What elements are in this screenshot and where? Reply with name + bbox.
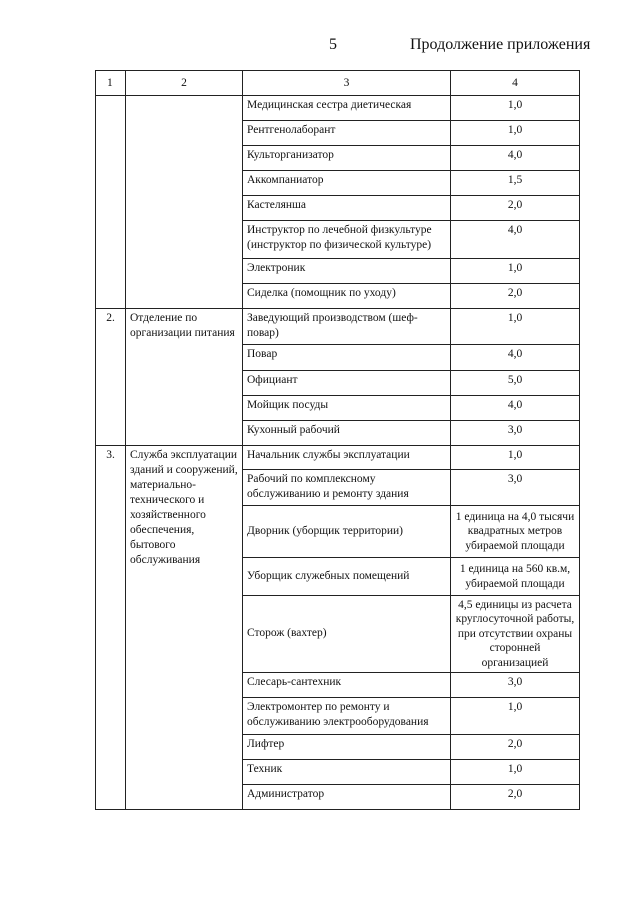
quantity-cell: 1 единица на 4,0 тысячи квадратных метров убираемой площади: [451, 506, 580, 558]
quantity-cell: 2,0: [451, 784, 580, 809]
position-cell: Повар: [243, 345, 451, 371]
quantity-cell: 1,0: [451, 121, 580, 146]
column-header: 4: [451, 71, 580, 96]
position-cell: Электроник: [243, 259, 451, 284]
department-cell: Отделение по организации питания: [126, 309, 243, 446]
position-cell: Аккомпаниатор: [243, 171, 451, 196]
position-cell: Заведующий производством (шеф-повар): [243, 309, 451, 345]
quantity-cell: 2,0: [451, 284, 580, 309]
quantity-cell: 1,0: [451, 759, 580, 784]
position-cell: Мойщик посуды: [243, 396, 451, 421]
position-cell: Рентгенолаборант: [243, 121, 451, 146]
table-header-row: [96, 71, 580, 96]
position-cell: Кухонный рабочий: [243, 421, 451, 446]
position-cell: Уборщик служебных помещений: [243, 558, 451, 596]
quantity-cell: 1,5: [451, 171, 580, 196]
position-cell: Рабочий по комплексному обслуживанию и ремонту здания: [243, 470, 451, 506]
column-header: 2: [126, 71, 243, 96]
position-cell: Лифтер: [243, 734, 451, 759]
quantity-cell: 3,0: [451, 470, 580, 506]
row-number-cell: [96, 96, 126, 309]
quantity-cell: 1,0: [451, 259, 580, 284]
quantity-cell: 3,0: [451, 672, 580, 697]
page-number: 5: [329, 36, 337, 53]
quantity-cell: 1 единица на 560 кв.м, убираемой площади: [451, 558, 580, 596]
row-number-cell: 2.: [96, 309, 126, 446]
quantity-cell: 1,0: [451, 309, 580, 345]
position-cell: Дворник (уборщик территории): [243, 506, 451, 558]
quantity-cell: 2,0: [451, 196, 580, 221]
quantity-cell: 4,0: [451, 146, 580, 171]
table-row: [96, 446, 580, 470]
quantity-cell: 1,0: [451, 446, 580, 470]
position-cell: Начальник службы эксплуатации: [243, 446, 451, 470]
column-header: 3: [243, 71, 451, 96]
position-cell: Культорганизатор: [243, 146, 451, 171]
position-cell: Администратор: [243, 784, 451, 809]
table-row: [96, 309, 580, 345]
department-cell: Служба эксплуатации зданий и сооружений, материально-технического и хозяйственного обеспечения, бытового обслуживания: [126, 446, 243, 810]
quantity-cell: 2,0: [451, 734, 580, 759]
quantity-cell: 1,0: [451, 96, 580, 121]
quantity-cell: 4,5 единицы из расчета круглосуточной работы, при отсутствии охраны сторонней организацией: [451, 596, 580, 673]
position-cell: Сиделка (помощник по уходу): [243, 284, 451, 309]
quantity-cell: 3,0: [451, 421, 580, 446]
position-cell: Техник: [243, 759, 451, 784]
quantity-cell: 4,0: [451, 345, 580, 371]
position-cell: Кастелянша: [243, 196, 451, 221]
position-cell: Медицинская сестра диетическая: [243, 96, 451, 121]
table-row: [96, 96, 580, 121]
quantity-cell: 1,0: [451, 697, 580, 734]
row-number-cell: 3.: [96, 446, 126, 810]
position-cell: Сторож (вахтер): [243, 596, 451, 673]
position-cell: Инструктор по лечебной физкультуре (инструктор по физической культуре): [243, 221, 451, 259]
column-header: 1: [96, 71, 126, 96]
continuation-label: Продолжение приложения: [410, 36, 591, 53]
quantity-cell: 4,0: [451, 396, 580, 421]
staffing-table: [95, 70, 580, 810]
position-cell: Электромонтер по ремонту и обслуживанию электрооборудования: [243, 697, 451, 734]
department-cell: [126, 96, 243, 309]
position-cell: Официант: [243, 371, 451, 396]
quantity-cell: 5,0: [451, 371, 580, 396]
quantity-cell: 4,0: [451, 221, 580, 259]
position-cell: Слесарь-сантехник: [243, 672, 451, 697]
